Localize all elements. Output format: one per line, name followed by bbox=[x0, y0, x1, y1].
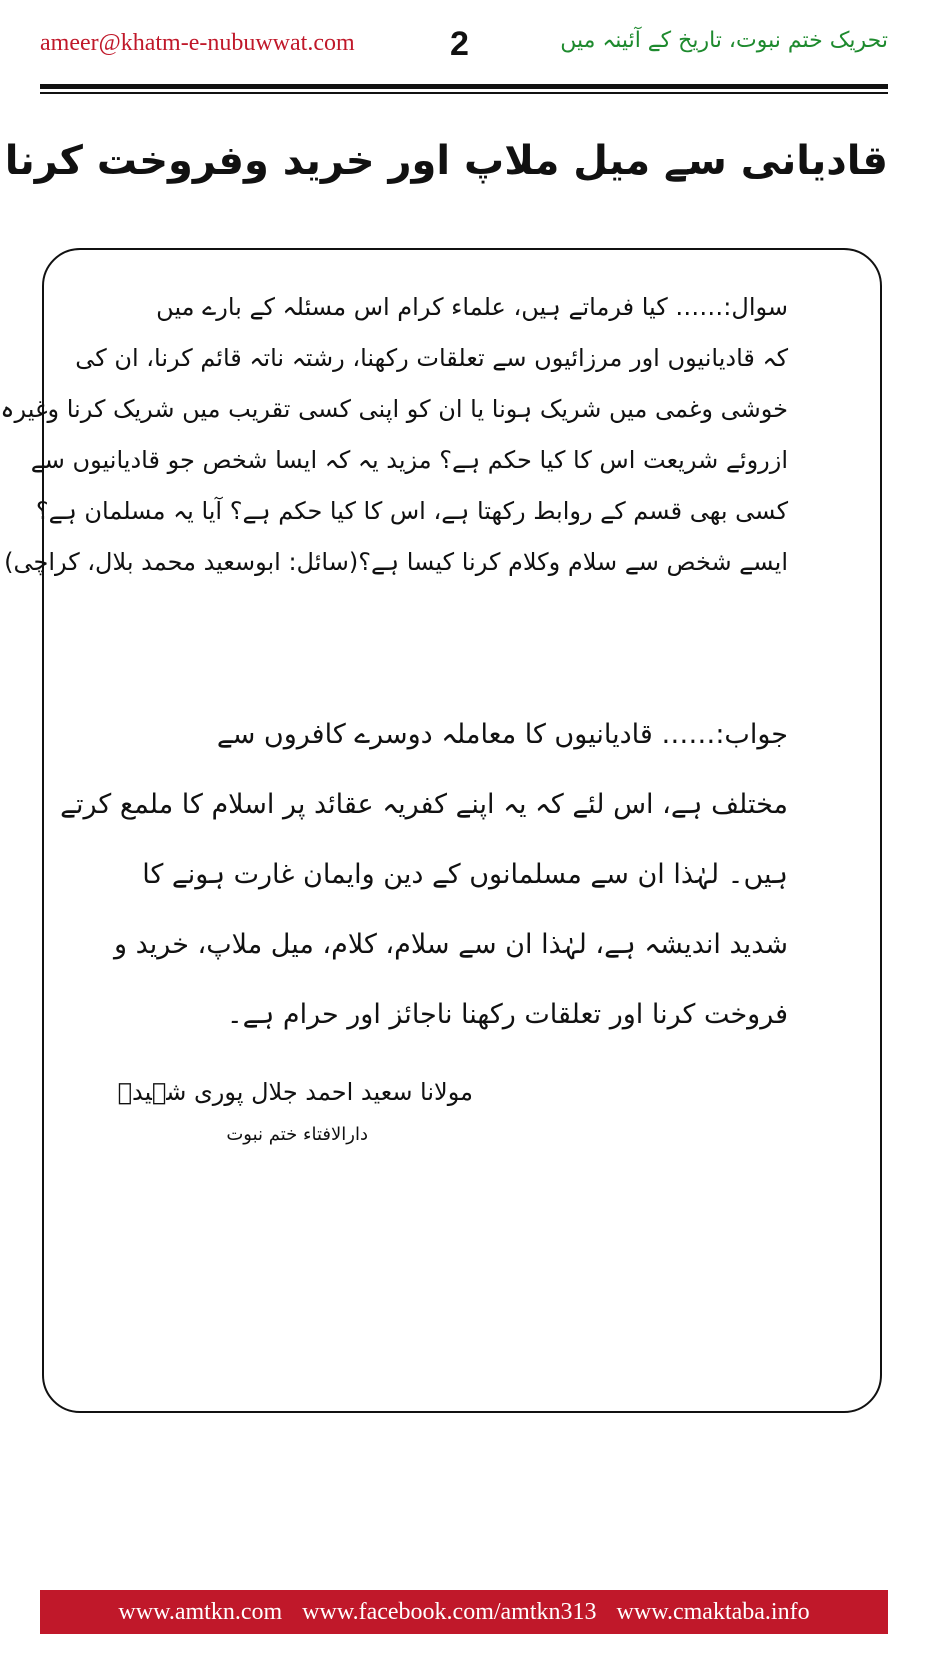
answer-line: جواب:…… قادیانیوں کا معاملہ دوسرے کافروں سے bbox=[216, 719, 788, 750]
article-title: قادیانی سے میل ملاپ اور خرید وفروخت کرنا bbox=[4, 138, 888, 184]
footer-bar bbox=[40, 1590, 888, 1634]
question-line: کہ قادیانیوں اور مرزائیوں سے تعلقات رکھنا، رشتہ ناتہ قائم کرنا، ان کی bbox=[75, 344, 788, 372]
answer-block bbox=[60, 700, 788, 1050]
header-title: تحریک ختم نبوت، تاریخ کے آئینہ میں bbox=[560, 28, 888, 53]
answer-line: شدید اندیشہ ہے، لہٰذا ان سے سلام، کلام، میل ملاپ، خرید و bbox=[114, 929, 788, 960]
question-line: ازروئے شریعت اس کا کیا حکم ہے؟ مزید یہ کہ ایسا شخص جو قادیانیوں سے bbox=[30, 446, 788, 474]
answer-line: فروخت کرنا اور تعلقات رکھنا ناجائز اور حرام ہے۔ bbox=[226, 999, 788, 1030]
header-email: ameer@khatm-e-nubuwwat.com bbox=[40, 30, 355, 56]
questioner-credit: (سائل: ابوسعید محمد بلال، کراچی) bbox=[4, 548, 359, 576]
question-last-line-row bbox=[4, 537, 788, 588]
author-signature: مولانا سعید احمد جلال پوری شہیدؒ bbox=[117, 1078, 473, 1106]
question-line: خوشی وغمی میں شریک ہونا یا ان کو اپنی کسی تقریب میں شریک کرنا وغیرہ bbox=[0, 395, 788, 423]
header-rule-thin bbox=[40, 92, 888, 94]
footer-link-amtkn[interactable]: www.amtkn.com bbox=[118, 1598, 283, 1625]
footer-link-cmaktaba[interactable]: www.cmaktaba.info bbox=[616, 1598, 810, 1625]
question-line: کسی بھی قسم کے روابط رکھتا ہے، اس کا کیا حکم ہے؟ آیا یہ مسلمان ہے؟ bbox=[35, 497, 788, 525]
question-line: ایسے شخص سے سلام وکلام کرنا کیسا ہے؟ bbox=[358, 548, 788, 576]
answer-line: ہیں۔ لہٰذا ان سے مسلمانوں کے دین وایمان غارت ہونے کا bbox=[142, 859, 788, 890]
header-rule-thick bbox=[40, 84, 888, 89]
question-line: سوال:…… کیا فرماتے ہیں، علماء کرام اس مسئلہ کے بارے میں bbox=[156, 293, 788, 321]
footer-link-facebook[interactable]: www.facebook.com/amtkn313 bbox=[302, 1598, 597, 1625]
question-block bbox=[0, 282, 788, 588]
institution-name: دارالافتاء ختم نبوت bbox=[226, 1124, 368, 1145]
answer-line: مختلف ہے، اس لئے کہ یہ اپنے کفریہ عقائد پر اسلام کا ملمع کرتے bbox=[60, 789, 788, 820]
page-number: 2 bbox=[450, 25, 469, 63]
